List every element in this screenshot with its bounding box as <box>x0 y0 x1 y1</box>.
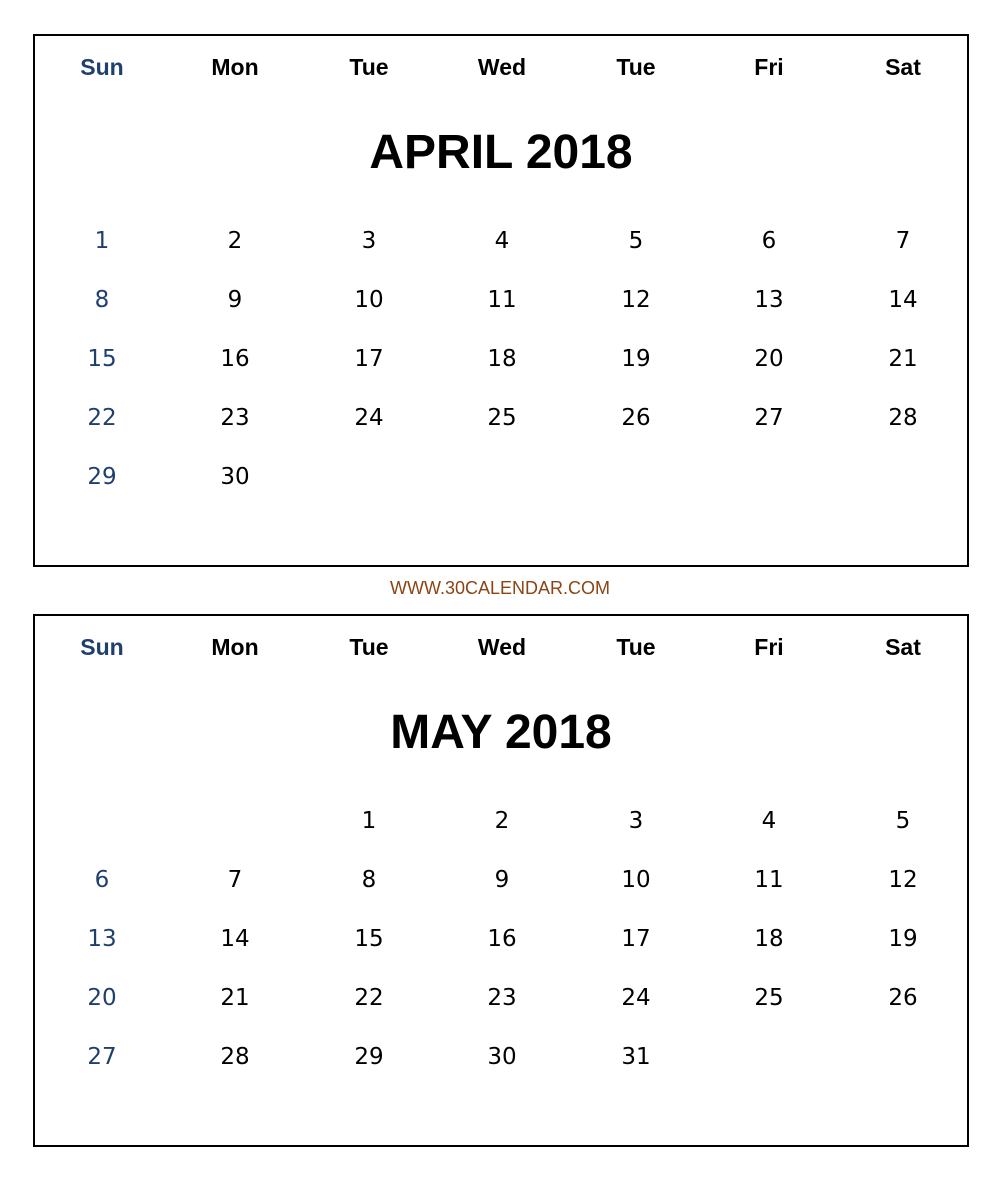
day-cell: 14 <box>220 926 250 952</box>
day-cell: 19 <box>621 346 651 372</box>
month-title: APRIL 2018 <box>369 126 633 179</box>
day-cell: 28 <box>888 405 918 431</box>
weekday-label-5: Fri <box>754 54 784 80</box>
weekday-label-3: Wed <box>477 54 527 80</box>
day-cell: 7 <box>895 228 911 254</box>
day-cell: 10 <box>621 867 651 893</box>
weekday-label-6: Sat <box>885 54 921 80</box>
weekday-label-4: Tue <box>616 634 656 660</box>
calendar-may <box>33 614 969 1147</box>
day-cell: 1 <box>361 808 377 834</box>
day-cell: 24 <box>621 985 651 1011</box>
day-cell: 20 <box>87 985 117 1011</box>
day-cell: 9 <box>494 867 510 893</box>
weekday-label-1: Mon <box>211 634 259 660</box>
calendar-april <box>33 34 969 567</box>
weekday-label-4: Tue <box>616 54 656 80</box>
day-cell: 8 <box>94 287 110 313</box>
day-cell: 1 <box>94 228 110 254</box>
weekday-label-6: Sat <box>885 634 921 660</box>
day-cell: 10 <box>354 287 384 313</box>
day-cell: 22 <box>87 405 117 431</box>
day-cell: 26 <box>621 405 651 431</box>
day-cell: 15 <box>354 926 384 952</box>
day-cell: 15 <box>87 346 117 372</box>
day-cell: 19 <box>888 926 918 952</box>
day-cell: 20 <box>754 346 784 372</box>
day-cell: 2 <box>227 228 243 254</box>
day-cell: 4 <box>494 228 510 254</box>
day-cell: 23 <box>487 985 517 1011</box>
day-cell: 27 <box>87 1044 117 1070</box>
day-cell: 21 <box>888 346 918 372</box>
day-cell: 16 <box>220 346 250 372</box>
day-cell: 28 <box>220 1044 250 1070</box>
day-cell: 2 <box>494 808 510 834</box>
day-cell: 25 <box>754 985 784 1011</box>
weekday-label-3: Wed <box>477 634 527 660</box>
day-cell: 29 <box>87 464 117 490</box>
day-cell: 13 <box>754 287 784 313</box>
day-cell: 22 <box>354 985 384 1011</box>
day-cell: 11 <box>754 867 784 893</box>
day-cell: 16 <box>487 926 517 952</box>
day-cell: 30 <box>220 464 250 490</box>
day-cell: 6 <box>761 228 777 254</box>
weekday-label-1: Mon <box>211 54 259 80</box>
day-cell: 23 <box>220 405 250 431</box>
website-footer[interactable]: WWW.30CALENDAR.COM <box>389 578 611 598</box>
day-cell: 13 <box>87 926 117 952</box>
day-cell: 12 <box>621 287 651 313</box>
day-cell: 5 <box>628 228 644 254</box>
day-cell: 7 <box>227 867 243 893</box>
weekday-label-0: Sun <box>80 634 124 660</box>
day-cell: 6 <box>94 867 110 893</box>
day-cell: 21 <box>220 985 250 1011</box>
day-cell: 26 <box>888 985 918 1011</box>
day-cell: 27 <box>754 405 784 431</box>
day-cell: 4 <box>761 808 777 834</box>
day-cell: 31 <box>621 1044 651 1070</box>
day-cell: 18 <box>754 926 784 952</box>
day-cell: 12 <box>888 867 918 893</box>
weekday-label-2: Tue <box>349 54 389 80</box>
day-cell: 14 <box>888 287 918 313</box>
weekday-label-0: Sun <box>80 54 124 80</box>
day-cell: 3 <box>628 808 644 834</box>
day-cell: 9 <box>227 287 243 313</box>
day-cell: 3 <box>361 228 377 254</box>
day-cell: 25 <box>487 405 517 431</box>
day-cell: 11 <box>487 287 517 313</box>
day-cell: 30 <box>487 1044 517 1070</box>
day-cell: 8 <box>361 867 377 893</box>
day-cell: 5 <box>895 808 911 834</box>
day-cell: 24 <box>354 405 384 431</box>
day-cell: 18 <box>487 346 517 372</box>
day-cell: 17 <box>354 346 384 372</box>
day-cell: 29 <box>354 1044 384 1070</box>
day-cell: 17 <box>621 926 651 952</box>
weekday-label-2: Tue <box>349 634 389 660</box>
month-title: MAY 2018 <box>390 706 612 759</box>
weekday-label-5: Fri <box>754 634 784 660</box>
